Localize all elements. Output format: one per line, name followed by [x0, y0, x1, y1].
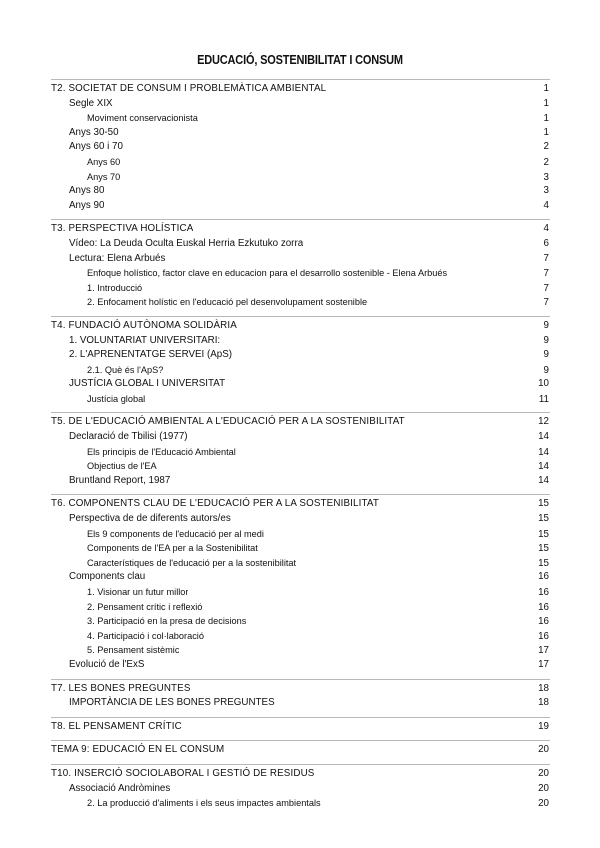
toc-entry-title: T5. DE L'EDUCACIÓ AMBIENTAL A L'EDUCACIÓ PER A LA SOSTENIBILITAT — [51, 416, 405, 428]
toc-entry-title: T3. PERSPECTIVA HOLÍSTICA — [51, 223, 194, 235]
toc-page-number: 1 — [543, 126, 549, 138]
toc-entry-title: Els principis de l'Educació Ambiental — [87, 446, 236, 457]
toc-chapter-entry[interactable] — [51, 82, 550, 97]
toc-section-entry[interactable] — [51, 696, 550, 711]
toc-page-number: 9 — [543, 364, 549, 376]
toc-entry-title: Anys 60 i 70 — [69, 141, 123, 153]
toc-entry-title: 2. Enfocament holístic en l'educació pel desenvolupament sostenible — [87, 297, 368, 308]
toc-section-entry[interactable] — [51, 126, 550, 141]
toc-page-number: 9 — [543, 334, 549, 346]
toc-page-number: 3 — [543, 171, 549, 183]
toc-page-number: 18 — [538, 697, 549, 709]
toc-subsection-entry[interactable] — [51, 281, 550, 296]
toc-page-number: 15 — [538, 557, 549, 569]
toc-subsection-entry[interactable] — [51, 614, 550, 629]
toc-section-entry[interactable] — [51, 430, 550, 445]
toc-section — [51, 219, 550, 310]
toc-subsection-entry[interactable] — [51, 111, 550, 126]
toc-page-number: 14 — [538, 474, 549, 486]
toc-section-entry[interactable] — [51, 252, 550, 267]
toc-entry-title: Anys 70 — [87, 171, 121, 182]
toc-page-number: 14 — [538, 431, 549, 443]
toc-entry-title: 1. Visionar un futur millor — [87, 587, 189, 597]
toc-page-number: 4 — [543, 223, 549, 235]
toc-page-number: 6 — [543, 237, 549, 249]
toc-entry-title: Segle XIX — [69, 97, 113, 109]
toc-entry-title: 2. Pensament crític i reflexió — [87, 601, 203, 612]
toc-subsection-entry[interactable] — [51, 266, 550, 281]
toc-subsection-entry[interactable] — [51, 796, 550, 811]
toc-page-number: 17 — [538, 645, 549, 657]
toc-entry-title: Components clau — [69, 571, 146, 583]
toc-page-number: 20 — [538, 782, 549, 794]
toc-section — [51, 740, 550, 758]
toc-entry-title: Objectius de l'EA — [87, 461, 157, 472]
toc-page-number: 17 — [538, 658, 549, 670]
toc-section-entry[interactable] — [51, 334, 550, 349]
toc-entry-title: Anys 80 — [69, 185, 105, 197]
toc-entry-title: TEMA 9: EDUCACIÓ EN EL CONSUM — [51, 744, 225, 756]
toc-subsection-entry[interactable] — [51, 556, 550, 571]
toc-page-number: 16 — [538, 616, 549, 628]
toc-page-number: 15 — [538, 498, 549, 510]
toc-subsection-entry[interactable] — [51, 629, 550, 644]
toc-page-number: 14 — [538, 446, 549, 458]
toc-page-number: 15 — [538, 528, 549, 540]
toc-entry-title: 4. Participació i col·laboració — [87, 630, 204, 641]
toc-page-number: 12 — [538, 416, 549, 428]
toc-section — [51, 717, 550, 735]
toc-subsection-entry[interactable] — [51, 295, 550, 310]
toc-section-entry[interactable] — [51, 377, 550, 392]
toc-chapter-entry[interactable] — [51, 319, 550, 334]
toc-entry-title: 5. Pensament sistèmic — [87, 645, 180, 656]
toc-entry-title: T8. EL PENSAMENT CRÍTIC — [51, 720, 182, 732]
toc-chapter-entry[interactable] — [51, 415, 550, 430]
toc-chapter-entry[interactable] — [51, 682, 550, 697]
toc-entry-title: Enfoque holístico, factor clave en educacion para el desarrollo sostenible - Elena Arbués — [87, 268, 448, 279]
toc-subsection-entry[interactable] — [51, 459, 550, 474]
toc-chapter-entry[interactable] — [51, 720, 550, 735]
toc-page-number: 15 — [538, 543, 549, 555]
toc-page-number: 7 — [543, 297, 549, 309]
toc-section-entry[interactable] — [51, 348, 550, 363]
toc-page-number: 7 — [543, 252, 549, 264]
toc-entry-title: T2. SOCIETAT DE CONSUM I PROBLEMÀTICA AMBIENTAL — [51, 83, 327, 94]
toc-subsection-entry[interactable] — [51, 155, 550, 170]
toc-entry-title: Característiques de l'educació per a la sostenibilitat — [87, 557, 297, 568]
toc-entry-title: 3. Participació en la presa de decisions — [87, 616, 247, 627]
toc-page-number: 16 — [538, 601, 549, 613]
toc-page-number: 7 — [543, 268, 549, 280]
toc-entry-title: Anys 90 — [69, 199, 105, 211]
toc-section-entry[interactable] — [51, 140, 550, 155]
toc-page-number: 9 — [543, 349, 549, 361]
toc-entry-title: 2. L'APRENENTATGE SERVEI (ApS) — [69, 349, 233, 361]
toc-page-number: 2 — [543, 141, 549, 153]
toc-section-entry[interactable] — [51, 184, 550, 199]
toc-section-entry[interactable] — [51, 570, 550, 585]
toc-entry-title: Anys 60 — [87, 156, 121, 167]
toc-entry-title: Vídeo: La Deuda Oculta Euskal Herria Ezkutuko zorra — [69, 237, 304, 249]
toc-page-number: 11 — [538, 393, 549, 405]
toc-entry-title: Lectura: Elena Arbués — [69, 252, 166, 264]
toc-page-number: 14 — [538, 461, 549, 473]
toc-subsection-entry[interactable] — [51, 170, 550, 185]
toc-page-number: 1 — [543, 97, 549, 109]
toc-section-entry[interactable] — [51, 237, 550, 252]
table-of-contents — [51, 79, 550, 811]
toc-entry-title: JUSTÍCIA GLOBAL I UNIVERSITAT — [69, 378, 226, 390]
toc-entry-title: Declaració de Tbilisi (1977) — [69, 431, 188, 443]
toc-page-number: 7 — [543, 282, 549, 294]
toc-entry-title: IMPORTÀNCIA DE LES BONES PREGUNTES — [69, 697, 275, 709]
document-title: EDUCACIÓ, SOSTENIBILITAT I CONSUM — [197, 53, 403, 67]
toc-page-number: 16 — [538, 630, 549, 642]
toc-entry-title: 1. VOLUNTARIAT UNIVERSITARI: — [69, 334, 221, 346]
toc-subsection-entry[interactable] — [51, 643, 550, 658]
toc-section — [51, 764, 550, 811]
toc-page-number: 20 — [538, 798, 549, 810]
toc-chapter-entry[interactable] — [51, 743, 550, 758]
toc-subsection-entry[interactable] — [51, 585, 550, 600]
toc-page-number: 4 — [543, 199, 549, 211]
toc-section-entry[interactable] — [51, 474, 550, 489]
toc-subsection-entry[interactable] — [51, 363, 550, 378]
toc-entry-title: Justícia global — [87, 393, 146, 404]
toc-entry-title: 2. La producció d'aliments i els seus impactes ambientals — [87, 798, 321, 809]
toc-page-number: 2 — [543, 156, 549, 168]
toc-entry-title: Perspectiva de de diferents autors/es — [69, 513, 231, 525]
toc-entry-title: 1. Introducció — [87, 282, 143, 293]
toc-section-entry[interactable] — [51, 199, 550, 214]
toc-page-number: 10 — [538, 378, 549, 390]
toc-page-number: 16 — [538, 587, 549, 598]
toc-entry-title: T6. COMPONENTS CLAU DE L'EDUCACIÓ PER A LA SOSTENIBILITAT — [51, 498, 379, 510]
toc-page-number: 9 — [543, 319, 549, 331]
toc-entry-title: Components de l'EA per a la Sostenibilitat — [87, 543, 258, 554]
toc-chapter-entry[interactable] — [51, 767, 550, 782]
toc-subsection-entry[interactable] — [51, 541, 550, 556]
toc-chapter-entry[interactable] — [51, 222, 550, 237]
toc-page-number: 18 — [538, 682, 549, 694]
toc-page-number: 15 — [538, 513, 549, 525]
toc-entry-title: Els 9 components de l'educació per al medi — [87, 528, 264, 539]
toc-section — [51, 316, 550, 407]
toc-subsection-entry[interactable] — [51, 445, 550, 460]
toc-entry-title: T10. INSERCIÓ SOCIOLABORAL I GESTIÓ DE RESIDUS — [51, 767, 315, 779]
toc-entry-title: Bruntland Report, 1987 — [69, 474, 171, 486]
toc-subsection-entry[interactable] — [51, 527, 550, 542]
toc-entry-title: Associació Andròmines — [69, 782, 171, 794]
toc-page-number: 19 — [538, 720, 549, 732]
toc-entry-title: Evolució de l'ExS — [69, 658, 145, 670]
toc-section — [51, 79, 550, 213]
toc-section-entry[interactable] — [51, 658, 550, 673]
toc-entry-title: Anys 30-50 — [69, 126, 119, 138]
toc-section-entry[interactable] — [51, 512, 550, 527]
toc-page-number: 3 — [543, 185, 549, 197]
toc-subsection-entry[interactable] — [51, 392, 550, 407]
toc-section-entry[interactable] — [51, 97, 550, 112]
toc-section — [51, 412, 550, 488]
toc-page-number: 20 — [538, 744, 549, 756]
toc-entry-title: T4. FUNDACIÓ AUTÒNOMA SOLIDÀRIA — [51, 319, 237, 331]
toc-page-number: 16 — [538, 571, 549, 583]
toc-chapter-entry[interactable] — [51, 497, 550, 512]
toc-section — [51, 494, 550, 672]
toc-entry-title: 2.1. Què és l'ApS? — [87, 364, 164, 375]
toc-section — [51, 679, 550, 711]
toc-page-number: 20 — [538, 767, 549, 779]
toc-page-number: 1 — [543, 113, 549, 125]
toc-entry-title: Moviment conservacionista — [87, 113, 198, 124]
toc-subsection-entry[interactable] — [51, 600, 550, 615]
toc-section-entry[interactable] — [51, 782, 550, 797]
toc-page-number: 1 — [543, 83, 549, 94]
toc-entry-title: T7. LES BONES PREGUNTES — [51, 682, 191, 694]
